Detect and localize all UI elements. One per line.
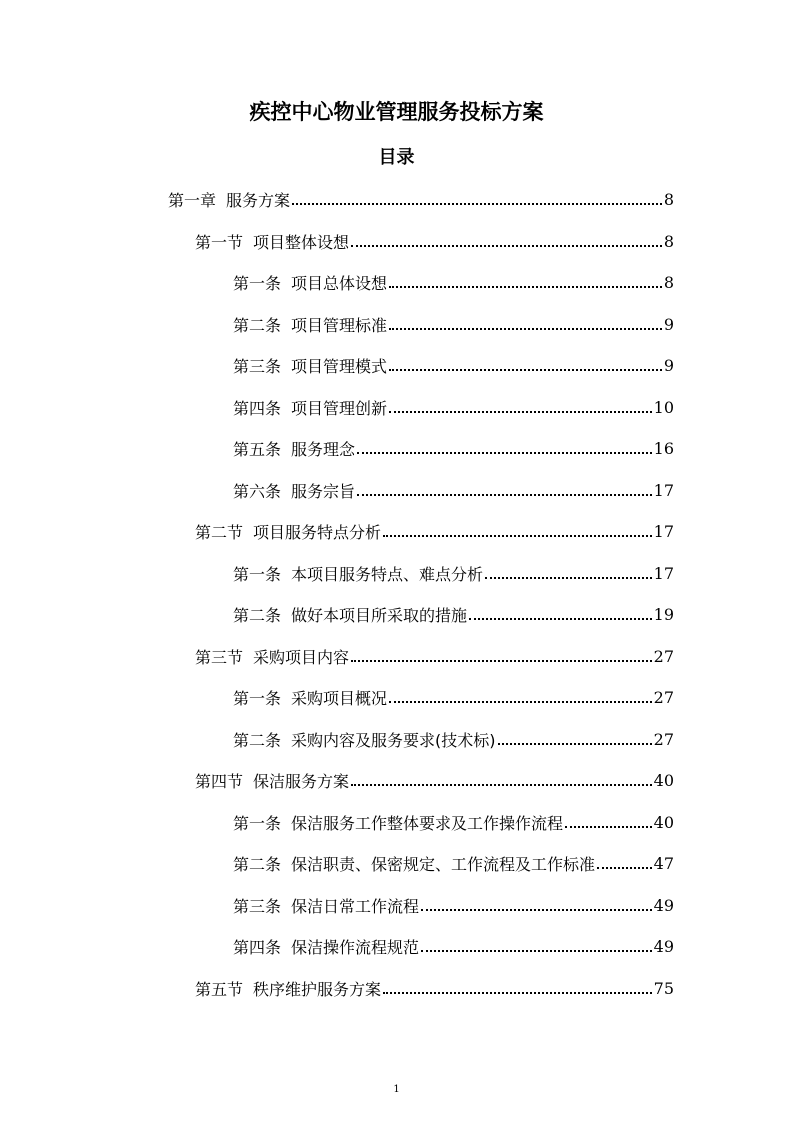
- toc-dot-leader: [421, 950, 652, 952]
- toc-entry-title: 保洁日常工作流程: [291, 896, 420, 916]
- toc-entry[interactable]: [233, 475, 674, 505]
- toc-entry-title: 项目总体设想: [291, 273, 388, 293]
- toc-entry-title: 服务宗旨: [291, 481, 356, 501]
- toc-entry-title: 项目服务特点分析: [253, 522, 382, 542]
- toc-entry-title: 采购项目概况: [291, 688, 388, 708]
- toc-entry-number: 第三条: [233, 356, 282, 376]
- toc-entry-number: 第一章: [168, 190, 217, 210]
- toc-dot-leader: [597, 867, 652, 869]
- page-number: 1: [393, 1084, 400, 1095]
- toc-entry-title: 保洁操作流程规范: [291, 937, 420, 957]
- toc-entry[interactable]: [195, 226, 674, 256]
- toc-entry-page: 16: [653, 438, 674, 458]
- toc-entry-page: 75: [653, 978, 674, 998]
- toc-entry-title: 采购项目内容: [253, 647, 350, 667]
- toc-entry-title: 秩序维护服务方案: [253, 979, 382, 999]
- toc-dot-leader: [469, 618, 652, 620]
- toc-entry[interactable]: [233, 267, 674, 297]
- toc-entry-number: 第四节: [195, 771, 244, 791]
- toc-entry-page: 27: [653, 646, 674, 666]
- toc-entry-page: 40: [653, 770, 674, 790]
- toc-dot-leader: [383, 992, 652, 994]
- toc-entry-title: 项目管理标准: [291, 315, 388, 335]
- toc-entry-title: 保洁服务方案: [253, 771, 350, 791]
- toc-dot-leader: [389, 286, 662, 288]
- toc-entry-page: 49: [653, 936, 674, 956]
- toc-entry[interactable]: [195, 973, 674, 1003]
- toc-dot-leader: [389, 411, 652, 413]
- toc-entry-page: 8: [663, 189, 674, 209]
- toc-entry-number: 第四条: [233, 937, 282, 957]
- toc-entry[interactable]: [233, 392, 674, 422]
- toc-entry-number: 第一条: [233, 813, 282, 833]
- toc-dot-leader: [485, 577, 652, 579]
- toc-entry-number: 第一条: [233, 273, 282, 293]
- toc-entry[interactable]: [233, 931, 674, 961]
- toc-entry[interactable]: [168, 184, 674, 214]
- toc-entry-page: 8: [663, 272, 674, 292]
- toc-entry[interactable]: [233, 599, 674, 629]
- toc-entry[interactable]: [233, 848, 674, 878]
- toc-dot-leader: [357, 452, 652, 454]
- toc-entry-title: 项目管理创新: [291, 398, 388, 418]
- toc-entry-page: 8: [663, 231, 674, 251]
- toc-entry[interactable]: [233, 433, 674, 463]
- toc-entry[interactable]: [233, 350, 674, 380]
- toc-heading: 目录: [378, 147, 415, 168]
- toc-dot-leader: [389, 369, 662, 371]
- toc-entry-page: 27: [653, 729, 674, 749]
- toc-entry-number: 第一条: [233, 564, 282, 584]
- toc-entry-title: 本项目服务特点、难点分析: [291, 564, 484, 584]
- toc-entry-title: 服务方案: [226, 190, 291, 210]
- toc-entry-title: 服务理念: [291, 439, 356, 459]
- toc-entry-page: 17: [653, 563, 674, 583]
- toc-entry-page: 40: [653, 812, 674, 832]
- toc-entry[interactable]: [233, 807, 674, 837]
- toc-dot-leader: [565, 826, 652, 828]
- toc-entry-number: 第三条: [233, 896, 282, 916]
- toc-entry-page: 49: [653, 895, 674, 915]
- toc-entry[interactable]: [233, 682, 674, 712]
- toc-entry[interactable]: [195, 641, 674, 671]
- toc-dot-leader: [421, 909, 652, 911]
- toc-dot-leader: [351, 784, 652, 786]
- toc-entry[interactable]: [195, 765, 674, 795]
- toc-dot-leader: [357, 494, 652, 496]
- toc-dot-leader: [351, 245, 662, 247]
- toc-entry[interactable]: [233, 309, 674, 339]
- toc-entry-title: 项目管理模式: [291, 356, 388, 376]
- toc-entry-number: 第二节: [195, 522, 244, 542]
- toc-entry-page: 17: [653, 480, 674, 500]
- toc-entry[interactable]: [233, 724, 674, 754]
- toc-entry-title: 做好本项目所采取的措施: [291, 605, 468, 625]
- toc-entry-number: 第三节: [195, 647, 244, 667]
- toc-entry-title: 项目整体设想: [253, 232, 350, 252]
- toc-entry-page: 17: [653, 521, 674, 541]
- toc-dot-leader: [383, 535, 652, 537]
- toc-entry-number: 第五条: [233, 439, 282, 459]
- toc-dot-leader: [351, 660, 652, 662]
- toc-entry-page: 27: [653, 687, 674, 707]
- toc-entry-page: 19: [653, 604, 674, 624]
- toc-entry-title: 保洁服务工作整体要求及工作操作流程: [291, 813, 564, 833]
- toc-entry-page: 9: [663, 355, 674, 375]
- toc-entry-page: 47: [653, 853, 674, 873]
- toc-entry-number: 第二条: [233, 730, 282, 750]
- toc-dot-leader: [292, 203, 662, 205]
- document-title: 疾控中心物业管理服务投标方案: [249, 100, 544, 124]
- toc-entry-number: 第二条: [233, 854, 282, 874]
- toc-entry-number: 第二条: [233, 605, 282, 625]
- toc-entry-page: 10: [653, 397, 674, 417]
- toc-entry-number: 第四条: [233, 398, 282, 418]
- toc-entry-title: 采购内容及服务要求(技术标): [291, 730, 496, 750]
- toc-entry[interactable]: [195, 516, 674, 546]
- toc-entry-number: 第二条: [233, 315, 282, 335]
- toc-entry[interactable]: [233, 558, 674, 588]
- toc-dot-leader: [389, 701, 652, 703]
- toc-entry-page: 9: [663, 314, 674, 334]
- toc-entry-number: 第五节: [195, 979, 244, 999]
- toc-entry-title: 保洁职责、保密规定、工作流程及工作标准: [291, 854, 596, 874]
- toc-dot-leader: [498, 743, 652, 745]
- toc-entry-number: 第一节: [195, 232, 244, 252]
- toc-entry-number: 第一条: [233, 688, 282, 708]
- toc-entry[interactable]: [233, 890, 674, 920]
- toc-dot-leader: [389, 328, 662, 330]
- toc-entry-number: 第六条: [233, 481, 282, 501]
